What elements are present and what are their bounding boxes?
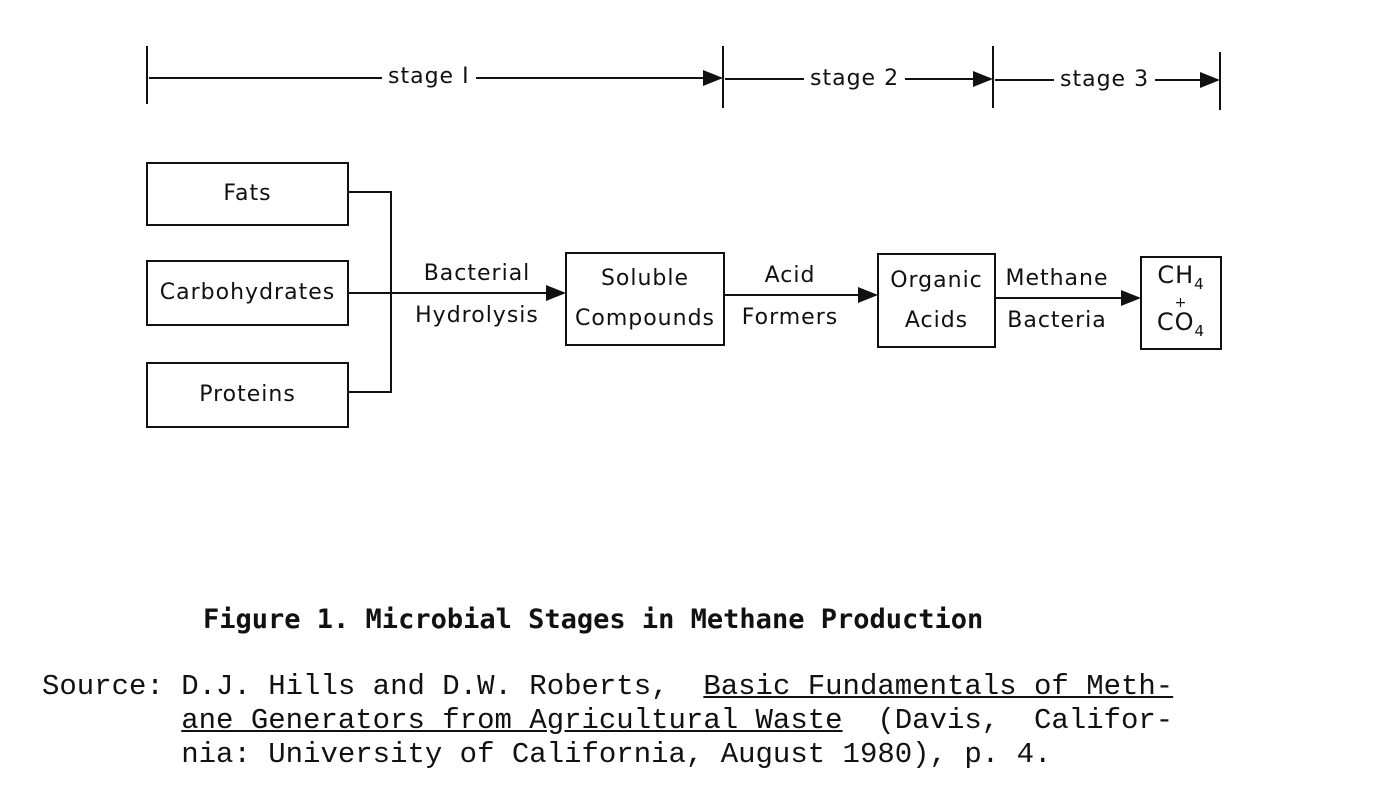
organic-acids-box [877, 253, 996, 348]
carbon-dioxide-formula [1157, 308, 1205, 345]
co-subscript: 4 [1194, 321, 1206, 340]
soluble-compounds-line1: Soluble [600, 266, 690, 291]
source-line-1 [42, 670, 1173, 704]
process-acid-formers-line2: Formers [741, 305, 839, 330]
organic-acids-line2: Acids [904, 307, 969, 333]
process-hydrolysis-line1: Bacterial [423, 261, 531, 286]
process-acid-formers-line1: Acid [764, 263, 816, 288]
soluble-compounds-box [565, 252, 725, 346]
methane-subscript: 4 [1194, 275, 1205, 293]
carbohydrates-box: Carbohydrates [146, 260, 349, 326]
organic-acids-line1: Organic [890, 267, 983, 293]
process-methane-bacteria-line2: Bacteria [1007, 308, 1107, 333]
source-authors: D.J. Hills and D.W. Roberts, [181, 670, 669, 703]
source-line-3 [42, 738, 1173, 772]
source-label: Source: [42, 670, 164, 703]
soluble-compounds-line2: Compounds [575, 306, 715, 331]
process-methane-bacteria-label [998, 258, 1116, 342]
source-publisher-part1: (Davis, Califor- [877, 704, 1174, 737]
process-acid-formers-label [728, 255, 852, 339]
stage-1-label: stage I [382, 64, 476, 90]
process-hydrolysis-line2: Hydrolysis [415, 303, 539, 328]
source-citation [42, 670, 1173, 772]
source-line-2 [42, 704, 1173, 738]
methane-co2-box [1140, 256, 1222, 350]
proteins-box: Proteins [146, 362, 349, 428]
source-title-part1: Basic Fundamentals of Meth- [703, 670, 1174, 703]
fats-box: Fats [146, 162, 349, 226]
source-publisher-part2: nia: University of California, August 1980), p. 4. [181, 738, 1052, 771]
methane-symbol: CH [1157, 261, 1195, 290]
plus-sign: + [1174, 295, 1188, 311]
source-title-part2: ane Generators from Agricultural Waste [181, 704, 843, 737]
co-symbol: CO [1156, 308, 1195, 336]
figure-caption: Figure 1. Microbial Stages in Methane Production [203, 604, 984, 635]
process-methane-bacteria-line1: Methane [1005, 266, 1109, 291]
process-hydrolysis-label [404, 253, 550, 337]
stage-2-label: stage 2 [804, 66, 905, 92]
methane-formula [1157, 261, 1204, 298]
stage-3-label: stage 3 [1054, 67, 1155, 93]
